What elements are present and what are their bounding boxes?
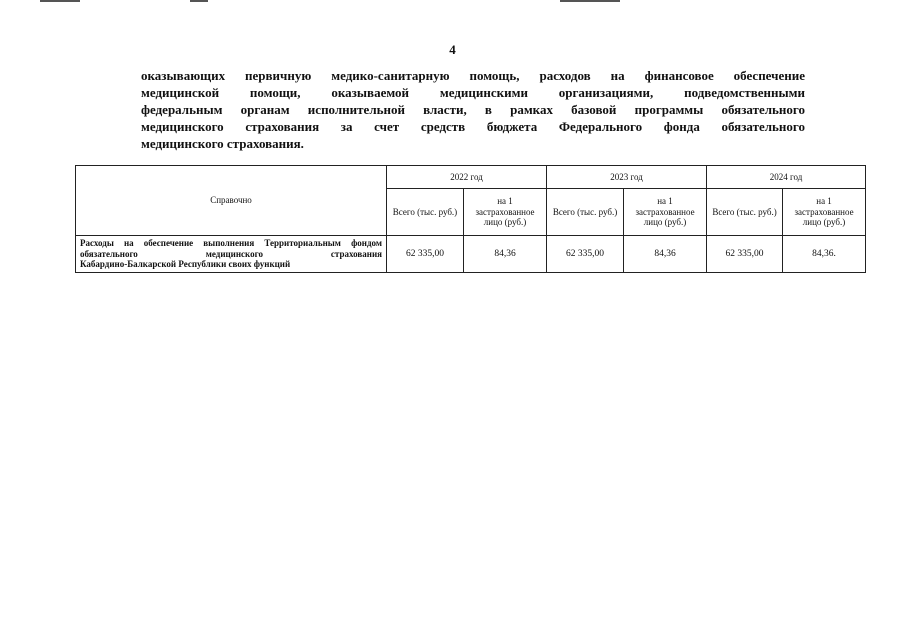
column-header-total: Всего (тыс. руб.) — [707, 189, 783, 236]
column-header-total: Всего (тыс. руб.) — [547, 189, 624, 236]
row-description-line: Расходы на обеспечение выполнения Территориальным фондом — [80, 238, 382, 249]
scan-artifact — [560, 0, 620, 2]
column-header-per-person: на 1 застрахованное лицо (руб.) — [624, 189, 707, 236]
row-description-line: обязательного медицинского страхования — [80, 248, 382, 259]
intro-line: федеральным органам исполнительной власти, в рамках базовой программы обязательного — [141, 102, 805, 117]
value-2024-total: 62 335,00 — [707, 236, 783, 273]
year-header-2022: 2022 год — [387, 166, 547, 189]
value-2022-per-person: 84,36 — [464, 236, 547, 273]
scan-artifact — [190, 0, 208, 2]
year-header-2023: 2023 год — [547, 166, 707, 189]
column-header-total: Всего (тыс. руб.) — [387, 189, 464, 236]
value-2022-total: 62 335,00 — [387, 236, 464, 273]
column-header-per-person: на 1 застрахованное лицо (руб.) — [783, 189, 866, 236]
intro-paragraph — [141, 67, 805, 152]
column-header-per-person: на 1 застрахованное лицо (руб.) — [464, 189, 547, 236]
row-description — [76, 236, 387, 273]
value-2023-total: 62 335,00 — [547, 236, 624, 273]
page-number: 4 — [449, 42, 456, 57]
reference-table — [75, 165, 866, 273]
value-2024-per-person: 84,36. — [783, 236, 866, 273]
intro-line: медицинского страхования. — [141, 136, 304, 151]
year-header-2024: 2024 год — [707, 166, 866, 189]
value-2023-per-person: 84,36 — [624, 236, 707, 273]
intro-line: оказывающих первичную медико-санитарную помощь, расходов на финансовое обеспечение — [141, 68, 805, 83]
intro-line: медицинского страхования за счет средств бюджета Федерального фонда обязательного — [141, 119, 805, 134]
table-row — [76, 236, 866, 273]
intro-line: медицинской помощи, оказываемой медицинскими организациями, подведомственными — [141, 85, 805, 100]
row-description-line: Кабардино-Балкарской Республики своих функций — [80, 259, 291, 270]
table-label-header: Справочно — [76, 166, 387, 236]
scan-artifact — [40, 0, 80, 2]
